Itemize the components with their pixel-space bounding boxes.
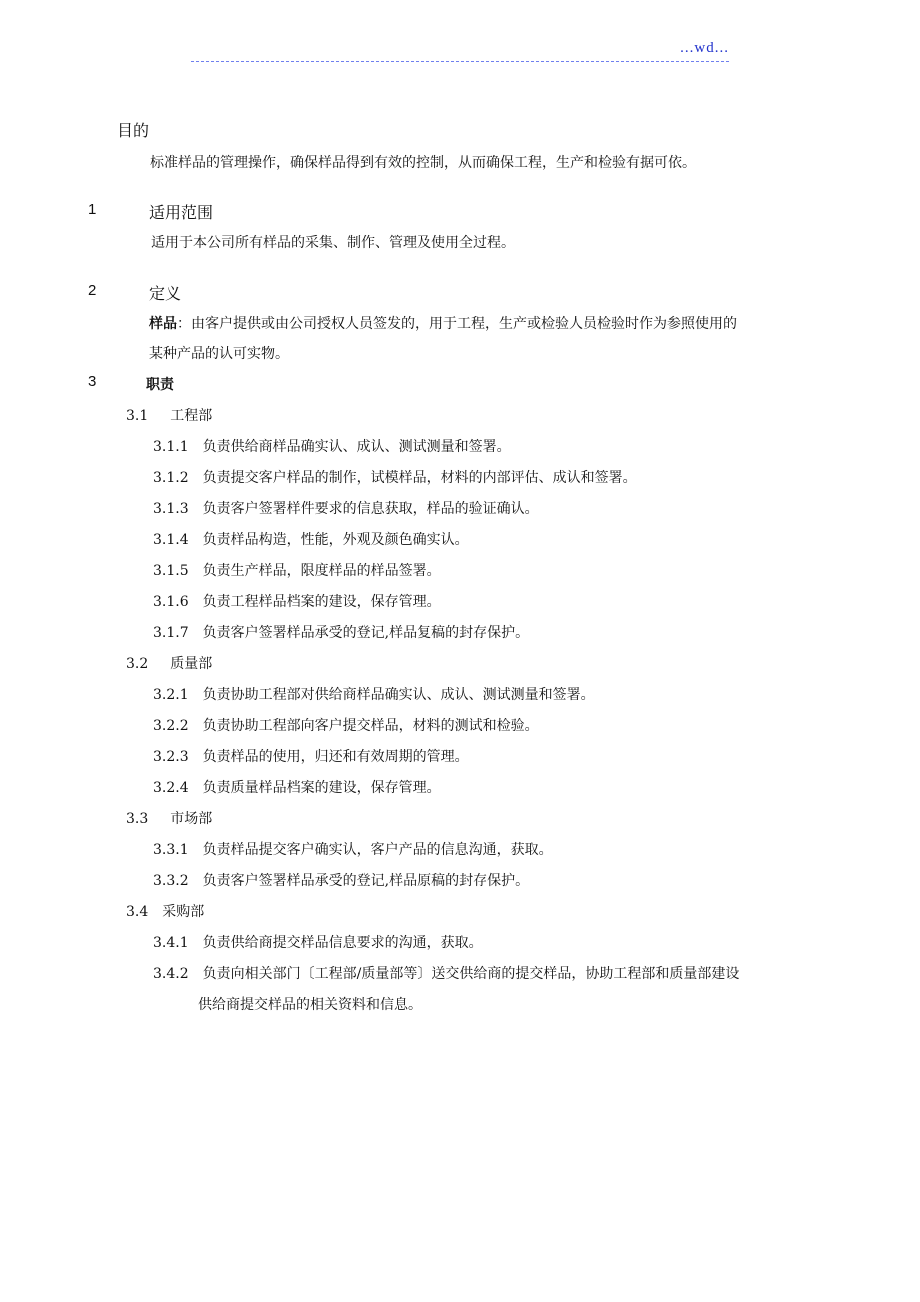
item-3-1-4: 3.1.4 负责样品构造，性能，外观及颜色确实认。 (153, 532, 469, 548)
purpose-text: 标准样品的管理操作，确保样品得到有效的控制，从而确保工程，生产和检验有据可依。 (150, 155, 696, 171)
dept-3-3: 3.3 市场部 (126, 811, 213, 827)
dept-3-4: 3.4 采购部 (126, 904, 205, 920)
section-3-title: 职责 (146, 377, 174, 393)
section-3-number: 3 (88, 373, 97, 390)
item-3-4-2: 3.4.2 负责向相关部门〔工程部/质量部等〕送交供给商的提交样品，协助工程部和质量部建设 (153, 966, 740, 982)
item-3-1-6: 3.1.6 负责工程样品档案的建设，保存管理。 (153, 594, 441, 610)
section-2-number: 2 (88, 282, 97, 299)
item-3-1-5: 3.1.5 负责生产样品，限度样品的样品签署。 (153, 563, 441, 579)
item-3-2-2: 3.2.2 负责协助工程部向客户提交样品，材料的测试和检验。 (153, 718, 539, 734)
item-3-4-1: 3.4.1 负责供给商提交样品信息要求的沟通，获取。 (153, 935, 483, 951)
item-3-1-7: 3.1.7 负责客户签署样品承受的登记,样品复稿的封存保护。 (153, 625, 530, 641)
purpose-title: 目的 (117, 121, 150, 140)
section-1-number: 1 (88, 201, 97, 218)
item-3-1-3: 3.1.3 负责客户签署样件要求的信息获取，样品的验证确认。 (153, 501, 539, 517)
item-3-1-1: 3.1.1 负责供给商样品确实认、成认、测试测量和签署。 (153, 439, 511, 455)
dept-3-1: 3.1 工程部 (126, 408, 213, 424)
header-dashed-rule (191, 61, 729, 62)
dept-3-2: 3.2 质量部 (126, 656, 213, 672)
item-3-2-4: 3.2.4 负责质量样品档案的建设，保存管理。 (153, 780, 441, 796)
item-3-2-3: 3.2.3 负责样品的使用，归还和有效周期的管理。 (153, 749, 469, 765)
item-3-4-2-continued: 供给商提交样品的相关资料和信息。 (198, 997, 422, 1013)
definition-term: 样品 (149, 316, 177, 332)
item-3-3-1: 3.3.1 负责样品提交客户确实认，客户产品的信息沟通，获取。 (153, 842, 553, 858)
section-2-title: 定义 (149, 284, 182, 303)
item-3-1-2: 3.1.2 负责提交客户样品的制作，试模样品，材料的内部评估、成认和签署。 (153, 470, 637, 486)
section-1-title: 适用范围 (149, 203, 214, 222)
page-header (191, 40, 729, 62)
section-1-text: 适用于本公司所有样品的采集、制作、管理及使用全过程。 (151, 235, 515, 251)
item-3-3-2: 3.3.2 负责客户签署样品承受的登记,样品原稿的封存保护。 (153, 873, 530, 889)
item-3-2-1: 3.2.1 负责协助工程部对供给商样品确实认、成认、测试测量和签署。 (153, 687, 595, 703)
definition-line-1: 样品：由客户提供或由公司授权人员签发的，用于工程，生产或检验人员检验时作为参照使用的 (149, 316, 737, 332)
definition-line-2: 某种产品的认可实物。 (149, 346, 289, 362)
header-text: ...wd... (680, 40, 729, 56)
